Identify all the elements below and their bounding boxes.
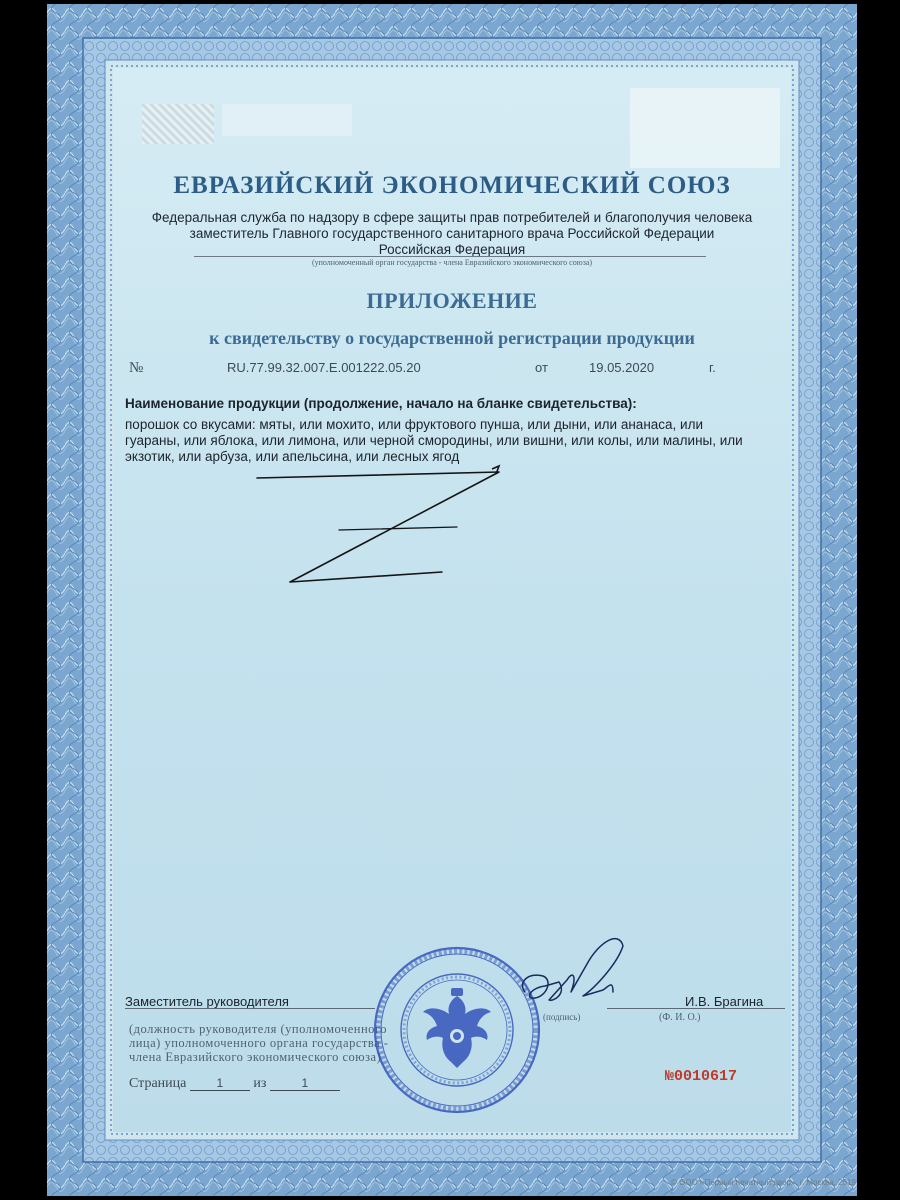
number-label: № xyxy=(129,360,144,376)
registration-number: RU.77.99.32.007.Е.001222.05.20 xyxy=(227,360,421,375)
position-caption-line: лица) уполномоченного органа государства - xyxy=(129,1036,389,1050)
page-label: Страница xyxy=(129,1076,187,1091)
product-line: экзотик, или арбуза, или апельсина, или лесных ягод xyxy=(125,449,460,464)
total-pages-value: 1 xyxy=(270,1076,340,1091)
signer-role: Заместитель руководителя xyxy=(125,994,289,1009)
position-caption-line: члена Евразийского экономического союза) xyxy=(129,1050,382,1064)
agency-caption: (уполномоченный орган государства - члена Евразийского экономического союза) xyxy=(311,258,593,267)
product-section-heading: Наименование продукции (продолжение, начало на бланке свидетельства): xyxy=(125,396,637,411)
fio-caption: (Ф. И. О.) xyxy=(659,1012,701,1023)
certificate-sheet xyxy=(47,4,857,1196)
of-label: из xyxy=(253,1076,267,1091)
union-title: ЕВРАЗИЙСКИЙ ЭКОНОМИЧЕСКИЙ СОЮЗ xyxy=(173,172,731,199)
date-suffix: г. xyxy=(709,360,716,375)
document-heading: ПРИЛОЖЕНИЕ xyxy=(366,288,538,313)
signer-name: И.В. Брагина xyxy=(685,994,764,1009)
agency-line-2: заместитель Главного государственного санитарного врача Российской Федерации xyxy=(189,226,715,241)
product-line: порошок со вкусами: мяты, или мохито, или фруктового пунша, или дыни, или ананаса, или xyxy=(125,417,704,432)
product-line: гуараны, или яблока, или лимона, или черной смородины, или вишни, или колы, или малины, или xyxy=(125,433,743,448)
handwritten-signature xyxy=(47,4,857,1196)
document-subheading: к свидетельству о государственной регистрации продукции xyxy=(209,328,695,348)
signature-caption: (подпись) xyxy=(543,1012,581,1022)
agency-line-3: Российская Федерация xyxy=(378,242,526,257)
form-serial-number: №0010617 xyxy=(665,1068,738,1085)
page-value: 1 xyxy=(190,1076,250,1091)
position-caption-line: (должность руководителя (уполномоченного xyxy=(129,1022,387,1036)
agency-line-1: Федеральная служба по надзору в сфере защиты прав потребителей и благополучия человека xyxy=(151,210,753,225)
registration-date: 19.05.2020 xyxy=(589,360,655,375)
printer-imprint: © ООО «Первый печатный двор», г. Москва, 2019 г. xyxy=(671,1178,856,1196)
date-label: от xyxy=(535,360,548,375)
